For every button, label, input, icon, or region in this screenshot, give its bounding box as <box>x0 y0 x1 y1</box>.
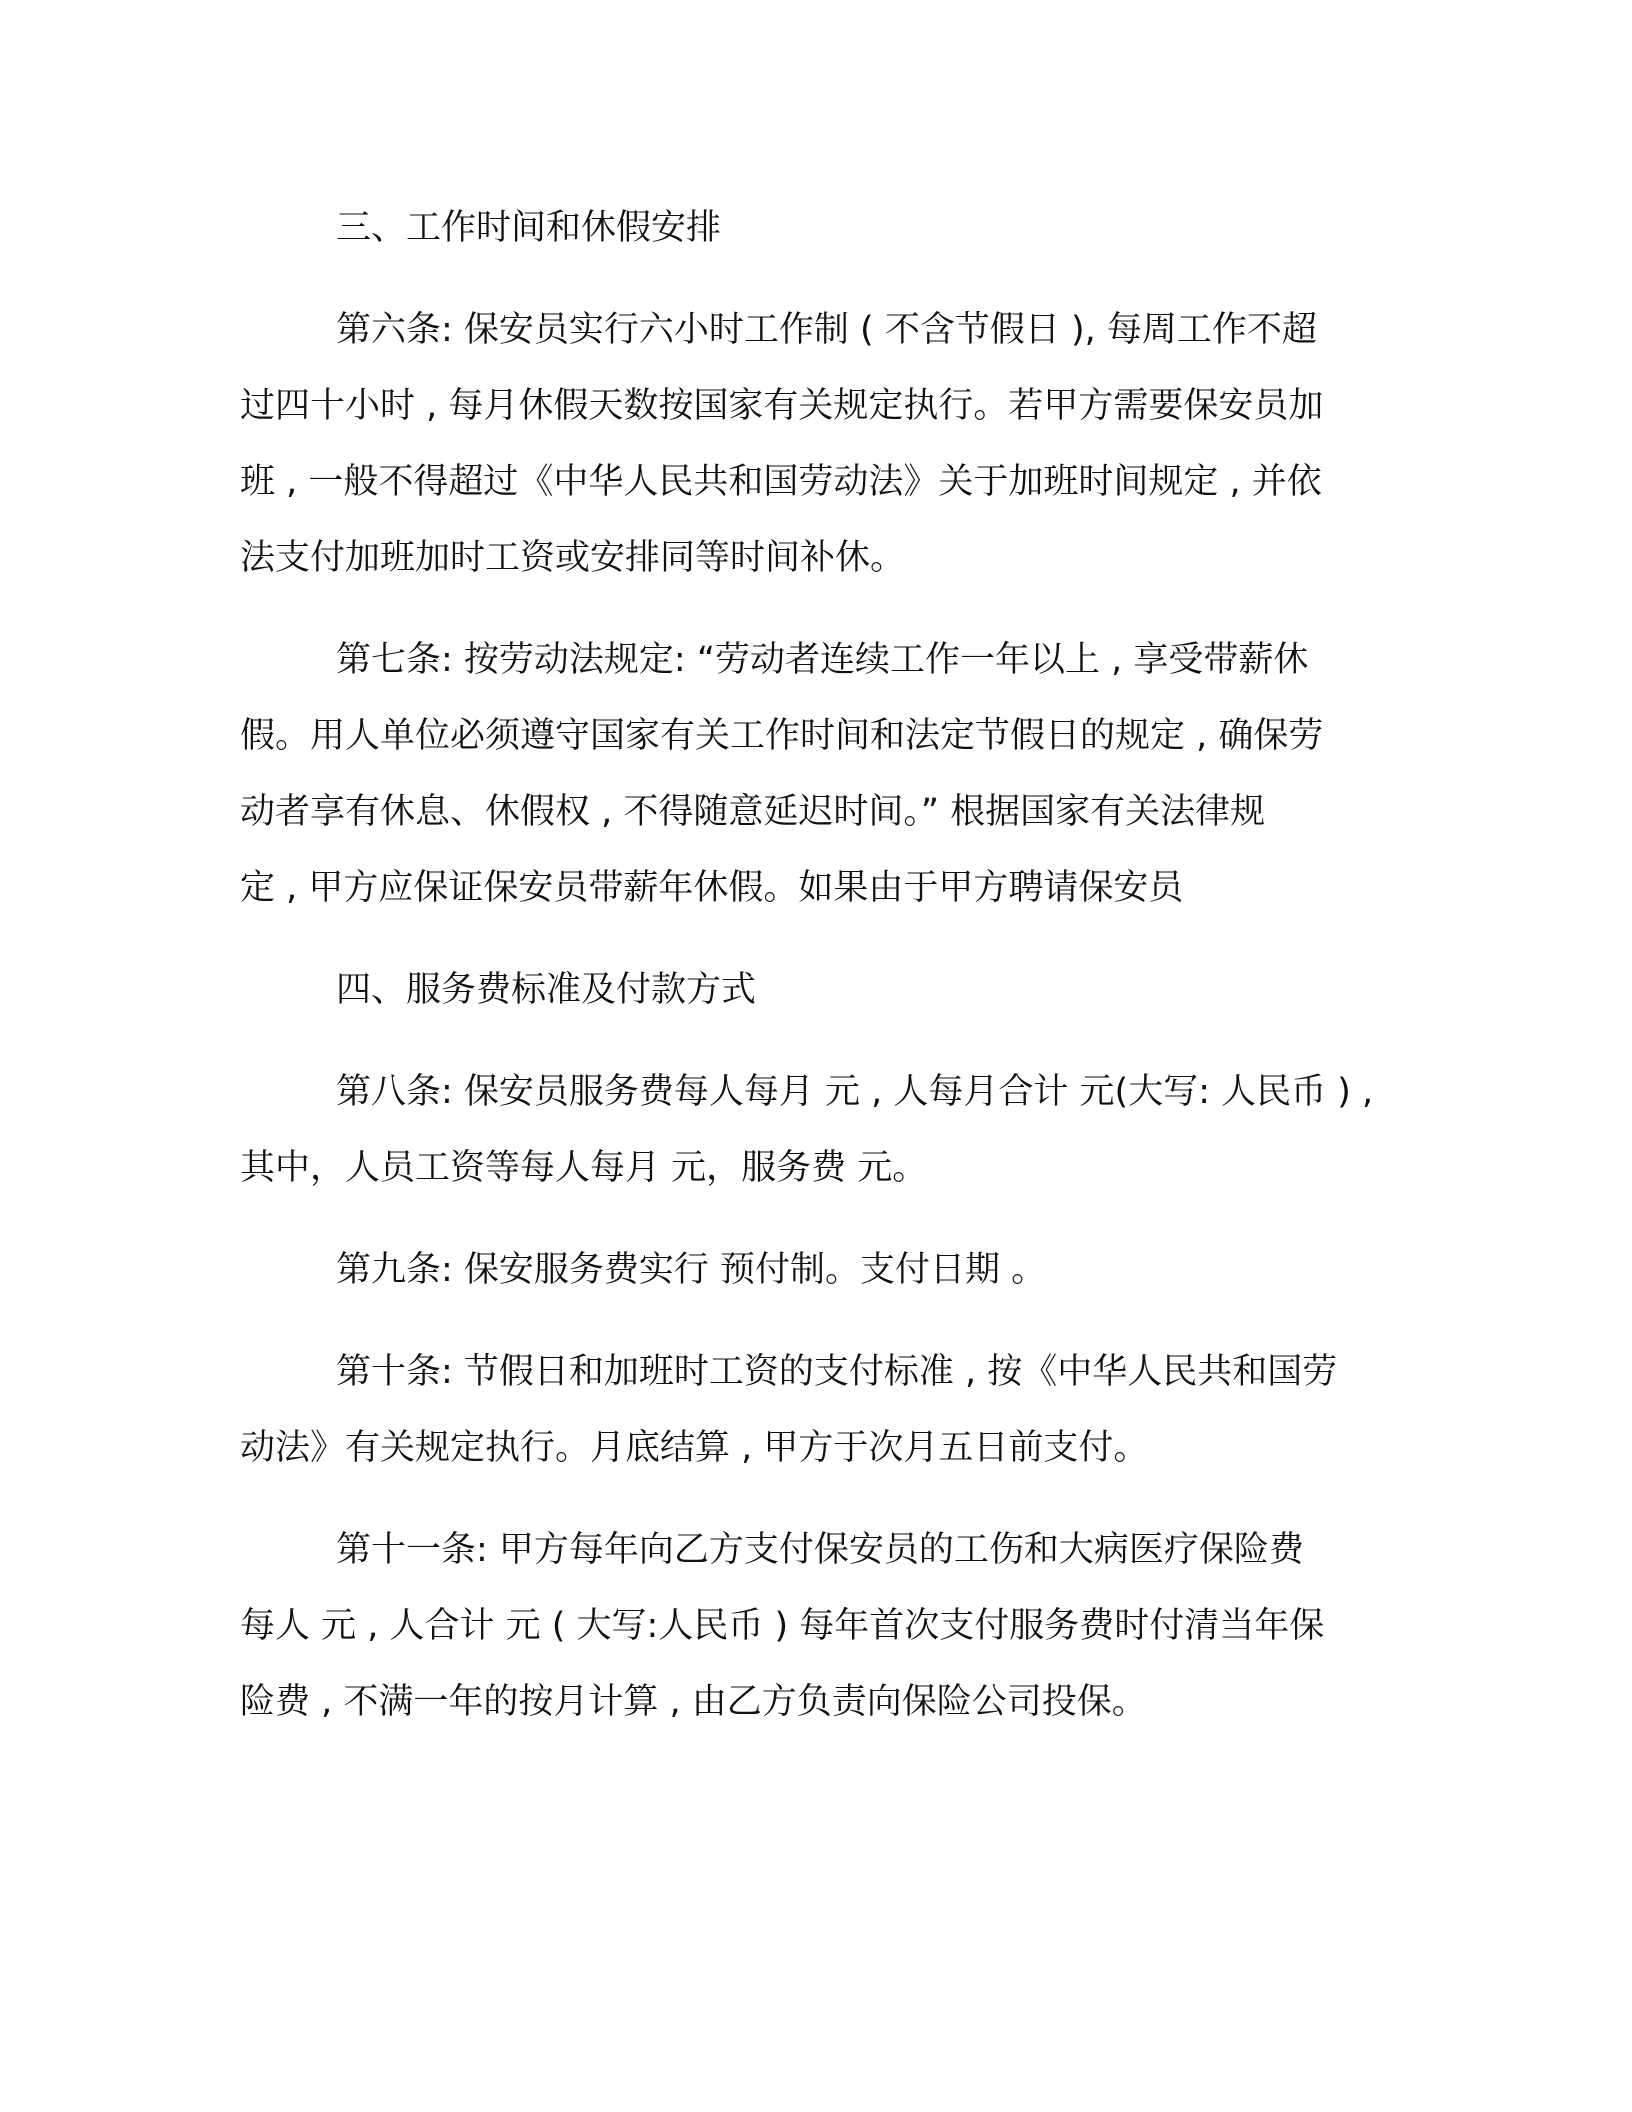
article-7-line-1: 第七条: 按劳动法规定: “劳动者连续工作一年以上 , 享受带薪休 <box>336 640 1309 680</box>
section-heading-4: 四、服务费标准及付款方式 <box>336 970 757 1010</box>
article-6 <box>240 292 1420 596</box>
article-10 <box>240 1334 1420 1486</box>
article-8 <box>240 1054 1420 1206</box>
article-6-line-1: 第六条: 保安员实行六小时工作制 ( 不含节假日 ), 每周工作不超 <box>336 310 1317 350</box>
section-heading-3: 三、工作时间和休假安排 <box>336 208 722 248</box>
article-8-line-1: 第八条: 保安员服务费每人每月 元 , 人每月合计 元(大写: 人民币 ) , <box>336 1072 1374 1112</box>
document-page <box>240 190 1420 1766</box>
article-11-line-2: 每人 元 , 人合计 元 ( 大写:人民币 ) 每年首次支付服务费时付清当年保 <box>240 1606 1325 1646</box>
article-9 <box>240 1232 1420 1308</box>
article-10-line-2: 动法》有关规定执行。月底结算 , 甲方于次月五日前支付。 <box>240 1428 1149 1468</box>
article-8-line-2: 其中，人员工资等每人每月 元，服务费 元。 <box>240 1148 928 1188</box>
article-7-line-2: 假。用人单位必须遵守国家有关工作时间和法定节假日的规定 , 确保劳 <box>240 716 1324 756</box>
article-9-line-1: 第九条: 保安服务费实行 预付制。支付日期 。 <box>336 1250 1047 1290</box>
article-6-line-3: 班 , 一般不得超过《中华人民共和国劳动法》关于加班时间规定 , 并依 <box>240 462 1322 502</box>
article-6-line-2: 过四十小时 , 每月休假天数按国家有关规定执行。若甲方需要保安员加 <box>240 386 1324 426</box>
article-11 <box>240 1512 1420 1740</box>
article-7-line-3: 动者享有休息、休假权 , 不得随意延迟时间。” 根据国家有关法律规 <box>240 792 1266 832</box>
article-10-line-1: 第十条: 节假日和加班时工资的支付标准 , 按《中华人民共和国劳 <box>336 1352 1338 1392</box>
article-11-line-1: 第十一条: 甲方每年向乙方支付保安员的工伤和大病医疗保险费 <box>336 1530 1304 1570</box>
article-7-line-4: 定 , 甲方应保证保安员带薪年休假。如果由于甲方聘请保安员 <box>240 868 1184 908</box>
article-7 <box>240 622 1420 926</box>
article-11-line-3: 险费 , 不满一年的按月计算 , 由乙方负责向保险公司投保。 <box>240 1682 1147 1722</box>
article-6-line-4: 法支付加班加时工资或安排同等时间补休。 <box>240 538 906 578</box>
